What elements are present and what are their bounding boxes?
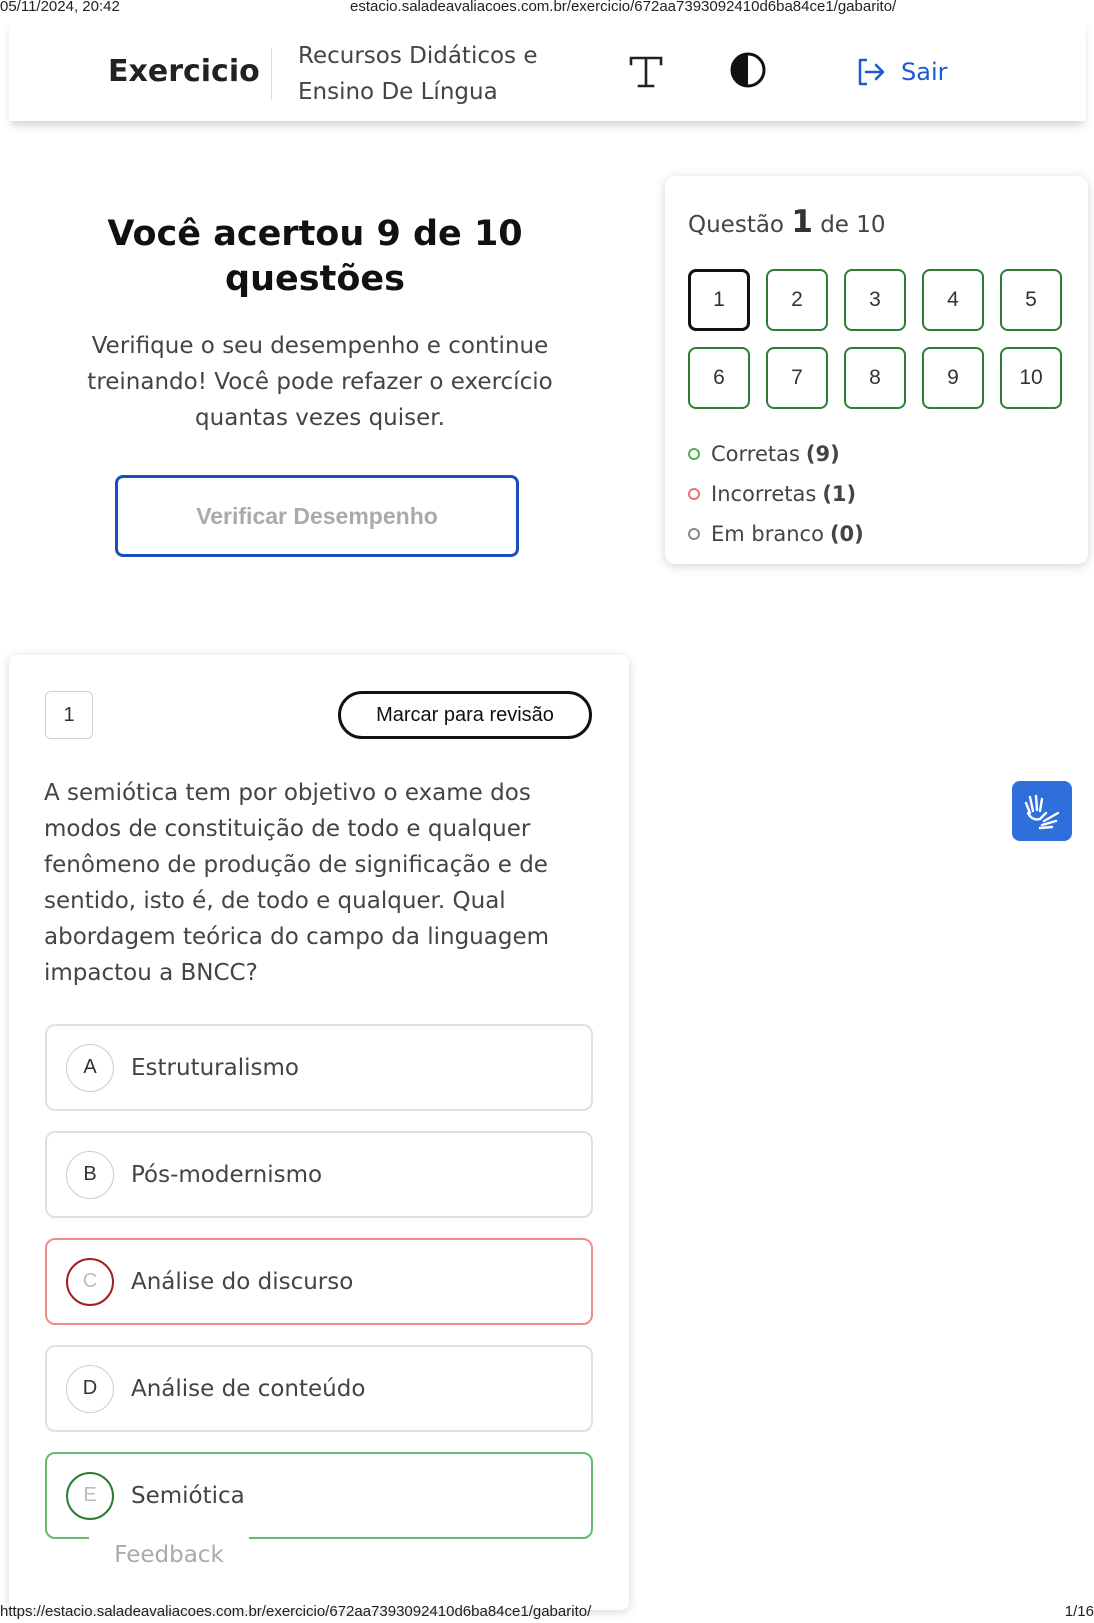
- legend-blank-label: Em branco: [711, 522, 824, 546]
- text-size-icon: [627, 52, 665, 92]
- question-button-4[interactable]: 4: [922, 269, 984, 331]
- question-number: 1: [45, 691, 93, 739]
- legend-correct: [688, 434, 864, 474]
- option-e-text: Semiótica: [131, 1482, 245, 1509]
- option-c[interactable]: [45, 1238, 593, 1325]
- print-header: [0, 0, 1094, 18]
- page-title: Exercicio: [108, 54, 260, 89]
- result-subtitle-line-1: Verifique o seu desempenho e continue: [91, 333, 549, 359]
- course-name-line-2: Ensino De Língua: [298, 79, 498, 105]
- legend-blank: [688, 514, 864, 554]
- correct-dot-icon: [688, 448, 700, 460]
- print-page-number: 1/16: [1064, 1603, 1094, 1620]
- course-name-line-1: Recursos Didáticos e: [298, 43, 538, 69]
- contrast-icon: [728, 50, 768, 90]
- sign-language-icon: [1022, 791, 1062, 831]
- option-e[interactable]: [45, 1452, 593, 1539]
- question-button-6[interactable]: 6: [688, 347, 750, 409]
- question-card: [9, 655, 629, 1610]
- verify-performance-button[interactable]: Verificar Desempenho: [115, 475, 519, 557]
- exit-button[interactable]: [855, 54, 947, 90]
- exit-label: Sair: [901, 58, 948, 86]
- print-footer-url: https://estacio.saladeavaliacoes.com.br/exercicio/672aa7393092410d6ba84ce1/gabarito/: [0, 1603, 592, 1620]
- logout-icon: [855, 56, 887, 88]
- option-b-letter: B: [66, 1151, 114, 1199]
- question-counter: [688, 204, 886, 240]
- option-d-letter: D: [66, 1365, 114, 1413]
- question-navigator: [665, 176, 1088, 564]
- result-title: [60, 212, 570, 302]
- text-size-button[interactable]: [627, 52, 665, 92]
- legend-incorrect-count: (1): [822, 482, 857, 506]
- course-name: [298, 38, 588, 110]
- result-subtitle-line-2: treinando! Você pode refazer o exercício: [87, 369, 553, 395]
- question-button-10[interactable]: 10: [1000, 347, 1062, 409]
- question-counter-current: 1: [791, 204, 813, 240]
- contrast-button[interactable]: [728, 50, 768, 90]
- legend-correct-label: Corretas: [711, 442, 800, 466]
- result-subtitle: [80, 328, 560, 436]
- option-b-text: Pós-modernismo: [131, 1161, 323, 1188]
- legend-incorrect-label: Incorretas: [711, 482, 817, 506]
- option-a-letter: A: [66, 1044, 114, 1092]
- results-legend: [688, 434, 864, 554]
- option-b[interactable]: [45, 1131, 593, 1218]
- result-title-line-1: Você acertou 9 de 10: [107, 214, 523, 254]
- legend-blank-count: (0): [829, 522, 864, 546]
- question-button-1[interactable]: 1: [688, 269, 750, 331]
- option-a[interactable]: [45, 1024, 593, 1111]
- print-footer: [0, 1603, 1094, 1623]
- question-button-8[interactable]: 8: [844, 347, 906, 409]
- question-button-9[interactable]: 9: [922, 347, 984, 409]
- legend-incorrect: [688, 474, 864, 514]
- app-header: [9, 20, 1086, 121]
- question-button-3[interactable]: 3: [844, 269, 906, 331]
- question-grid: [688, 269, 1073, 409]
- question-counter-prefix: Questão: [688, 212, 784, 238]
- sign-language-button[interactable]: [1012, 781, 1072, 841]
- option-c-text: Análise do discurso: [131, 1268, 354, 1295]
- feedback-tab[interactable]: Feedback: [89, 1535, 249, 1575]
- option-e-letter: E: [66, 1472, 114, 1520]
- result-title-line-2: questões: [225, 259, 405, 299]
- question-text: A semiótica tem por objetivo o exame dos modos de constituição de todo e qualquer fenômeno de produção de significação e de sentido, isto é, de todo e qualquer. Qual abordagem teórica do campo da linguagem impactou a BNCC?: [44, 780, 550, 986]
- question-button-7[interactable]: 7: [766, 347, 828, 409]
- print-datetime: 05/11/2024, 20:42: [0, 0, 120, 15]
- option-c-letter: C: [66, 1258, 114, 1306]
- question-counter-suffix: de 10: [820, 212, 886, 238]
- question-button-5[interactable]: 5: [1000, 269, 1062, 331]
- question-button-2[interactable]: 2: [766, 269, 828, 331]
- result-subtitle-line-3: quantas vezes quiser.: [195, 405, 445, 431]
- option-d[interactable]: [45, 1345, 593, 1432]
- blank-dot-icon: [688, 528, 700, 540]
- mark-for-review-button[interactable]: Marcar para revisão: [338, 691, 592, 739]
- option-d-text: Análise de conteúdo: [131, 1375, 366, 1402]
- header-divider: [271, 48, 272, 100]
- print-url: estacio.saladeavaliacoes.com.br/exercicio/672aa7393092410d6ba84ce1/gabarito/: [350, 0, 897, 15]
- legend-correct-count: (9): [805, 442, 840, 466]
- incorrect-dot-icon: [688, 488, 700, 500]
- option-a-text: Estruturalismo: [131, 1054, 299, 1081]
